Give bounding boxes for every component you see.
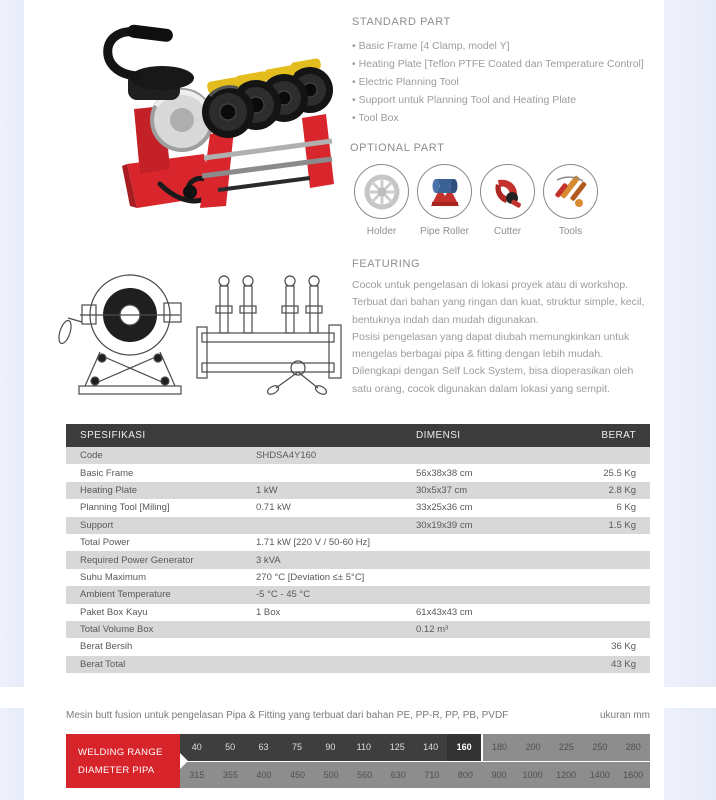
welding-range-label	[66, 734, 180, 788]
diameter-cell-active: 110	[356, 742, 371, 753]
welding-range-table	[66, 734, 650, 788]
diameter-cell-active: 50	[225, 742, 236, 753]
label-notch-arrow-icon	[180, 753, 188, 769]
optional-part-section	[350, 142, 602, 237]
cutter-icon	[488, 172, 528, 212]
diameter-cell-large: 560	[357, 769, 373, 780]
featuring-line: Terbuat dari bahan yang ringan dan kuat, struktur simple, kecil,	[352, 296, 645, 309]
table-row	[66, 447, 650, 464]
optional-part-title: OPTIONAL PART	[350, 142, 445, 154]
footer-description: Mesin butt fusion untuk pengelasan Pipa & Fitting yang terbuat dari bahan PE, PP-R, PP, PB, PVDF	[66, 710, 509, 721]
section-separator-band	[0, 687, 716, 708]
cutter-circle	[480, 164, 535, 219]
optional-item-pipe-roller	[413, 164, 476, 237]
diameter-cell-inactive: 280	[625, 742, 641, 753]
diameter-cell-large: 710	[424, 769, 440, 780]
spec-berat: 43 Kg	[611, 658, 636, 670]
diameter-cell-large: 450	[290, 769, 306, 780]
standard-part-title: STANDARD PART	[352, 16, 451, 28]
diameter-cell-inactive: 180	[492, 742, 508, 753]
table-row	[66, 464, 650, 481]
optional-part-items	[350, 164, 602, 237]
optional-item-holder	[350, 164, 413, 237]
diameter-cell-large: 1200	[556, 769, 577, 780]
holder-label: Holder	[366, 226, 397, 237]
table-row	[66, 482, 650, 499]
front-view-drawing	[57, 275, 181, 394]
page-edge-left	[0, 0, 24, 800]
header-dimensi: DIMENSI	[416, 430, 461, 441]
tools-circle	[543, 164, 598, 219]
spec-label: Total Volume Box	[80, 624, 154, 636]
diameter-cell-active: 160	[447, 734, 480, 761]
table-row	[66, 638, 650, 655]
table-row	[66, 499, 650, 516]
diameter-cell-inactive: 225	[558, 742, 574, 753]
pipe-roller-label: Pipe Roller	[420, 226, 469, 237]
diameter-cell-active: 75	[291, 742, 302, 753]
clamp-frame-illustration	[200, 58, 334, 208]
featuring-line: Cocok untuk pengelasan di lokasi proyek atau di workshop.	[352, 279, 629, 291]
table-row	[66, 656, 650, 673]
page-edge-right	[664, 0, 716, 800]
header-spesifikasi: SPESIFIKASI	[80, 430, 146, 441]
large-diameter-block	[180, 762, 650, 789]
table-row	[66, 534, 650, 551]
pipe-roller-circle	[417, 164, 472, 219]
spec-dimensi: 56x38x38 cm	[416, 467, 473, 479]
diameter-cell-large: 1600	[623, 769, 644, 780]
table-row	[66, 569, 650, 586]
spec-label: Code	[80, 450, 103, 462]
cutter-label: Cutter	[493, 226, 522, 237]
table-row	[66, 517, 650, 534]
spec-value: -5 °C - 45 °C	[256, 589, 311, 601]
spec-label: Required Power Generator	[80, 554, 194, 566]
standard-part-list	[352, 37, 662, 127]
featuring-text	[352, 277, 682, 398]
header-berat: BERAT	[601, 430, 636, 441]
spec-label: Heating Plate	[80, 484, 138, 496]
featuring-line: satu orang, cocok digunakan dalam lokasi yang sempit.	[352, 382, 610, 395]
unit-note: ukuran mm	[599, 710, 650, 721]
diameter-cell-large: 355	[222, 769, 238, 780]
diameter-cell-large: 800	[457, 769, 473, 780]
spec-dimensi: 0.12 m³	[416, 624, 449, 636]
spec-table	[66, 424, 650, 673]
technical-drawings	[52, 260, 342, 402]
spec-table-body	[66, 447, 650, 673]
spec-label: Suhu Maximum	[80, 571, 146, 583]
diameter-cell-large: 315	[189, 769, 205, 780]
tools-label: Tools	[558, 226, 583, 237]
spec-dimensi: 33x25x36 cm	[416, 502, 473, 514]
spec-berat: 1.5 Kg	[608, 519, 636, 531]
table-row	[66, 604, 650, 621]
side-view-drawing	[197, 276, 341, 396]
diameter-row-small	[180, 734, 650, 761]
diameter-cell-active: 140	[423, 742, 439, 753]
welding-range-grid	[180, 734, 650, 788]
optional-item-tools	[539, 164, 602, 237]
diameter-cell-large: 400	[256, 769, 272, 780]
tools-icon	[551, 172, 591, 212]
holder-circle	[354, 164, 409, 219]
spec-label: Ambient Temperature	[80, 589, 171, 601]
spec-label: Planning Tool [Miling]	[80, 502, 170, 514]
spec-berat: 2.8 Kg	[608, 484, 636, 496]
spec-table-header	[66, 424, 650, 447]
spec-value: 0.71 kW	[256, 502, 291, 514]
standard-part-item: • Electric Planning Tool	[352, 73, 662, 91]
active-diameter-block	[180, 734, 481, 761]
spec-value: 1 kW	[256, 484, 278, 496]
diameter-row-large	[180, 762, 650, 789]
table-row	[66, 621, 650, 638]
spec-value: 1 Box	[256, 606, 281, 618]
spec-value: 270 °C [Deviation ≤± 5°C]	[256, 571, 365, 583]
featuring-line: Posisi pengelasan yang dapat diubah memungkinkan untuk	[352, 330, 630, 343]
standard-part-item: • Heating Plate [Teflon PTFE Coated dan Temperature Control]	[352, 55, 662, 73]
spec-dimensi: 30x19x39 cm	[416, 519, 473, 531]
welding-range-line2: DIAMETER PIPA	[78, 764, 155, 776]
holder-wheel-icon	[362, 172, 402, 212]
diameter-cell-large: 630	[390, 769, 406, 780]
spec-value: 1.71 kW [220 V / 50-60 Hz]	[256, 537, 371, 549]
diameter-cell-large: 1400	[589, 769, 610, 780]
diameter-cell-large: 1000	[522, 769, 543, 780]
spec-value: 3 kVA	[256, 554, 281, 566]
diameter-cell-active: 125	[389, 742, 405, 753]
standard-part-section	[352, 16, 662, 127]
clamp-posts	[216, 276, 322, 333]
pipe-roller-icon	[425, 172, 465, 212]
diameter-cell-active: 63	[258, 742, 269, 753]
featuring-section	[352, 258, 682, 398]
spec-label: Paket Box Kayu	[80, 606, 148, 618]
spec-label: Berat Total	[80, 658, 126, 670]
diameter-cell-large: 500	[323, 769, 339, 780]
standard-part-item: • Tool Box	[352, 109, 662, 127]
spec-label: Support	[80, 519, 114, 531]
diameter-cell-large: 900	[491, 769, 507, 780]
standard-part-item: • Basic Frame [4 Clamp, model Y]	[352, 37, 662, 55]
diameter-cell-inactive: 250	[592, 742, 608, 753]
featuring-line: bentuknya indah dan mudah digunakan.	[352, 313, 539, 326]
diameter-cell-inactive: 200	[525, 742, 541, 753]
spec-berat: 36 Kg	[611, 641, 636, 653]
standard-part-item: • Support untuk Planning Tool and Heating Plate	[352, 91, 662, 109]
spec-label: Berat Bersih	[80, 641, 133, 653]
spec-label: Total Power	[80, 537, 130, 549]
spec-value: SHDSA4Y160	[256, 450, 317, 462]
diameter-cell-active: 90	[325, 742, 336, 753]
featuring-line: Dilengkapi dengan Self Lock System, bisa dioperasikan oleh	[352, 365, 634, 378]
featuring-line: mengelas berbagai pipa & fitting dengan lebih mudah.	[352, 348, 604, 361]
spec-label: Basic Frame	[80, 467, 134, 479]
product-photo-welding-machine	[42, 14, 342, 226]
inactive-diameter-block	[483, 734, 650, 761]
optional-item-cutter	[476, 164, 539, 237]
welding-range-line1: WELDING RANGE	[78, 746, 163, 758]
table-row	[66, 586, 650, 603]
planning-tool-illustration	[108, 24, 214, 208]
featuring-title: FEATURING	[352, 258, 421, 270]
spec-dimensi: 61x43x43 cm	[416, 606, 473, 618]
table-row	[66, 551, 650, 568]
spec-berat: 6 Kg	[616, 502, 636, 514]
spec-berat: 25.5 Kg	[603, 467, 636, 479]
footer-description-row	[66, 710, 650, 721]
spec-dimensi: 30x5x37 cm	[416, 484, 468, 496]
diameter-cell-active: 40	[191, 742, 202, 753]
